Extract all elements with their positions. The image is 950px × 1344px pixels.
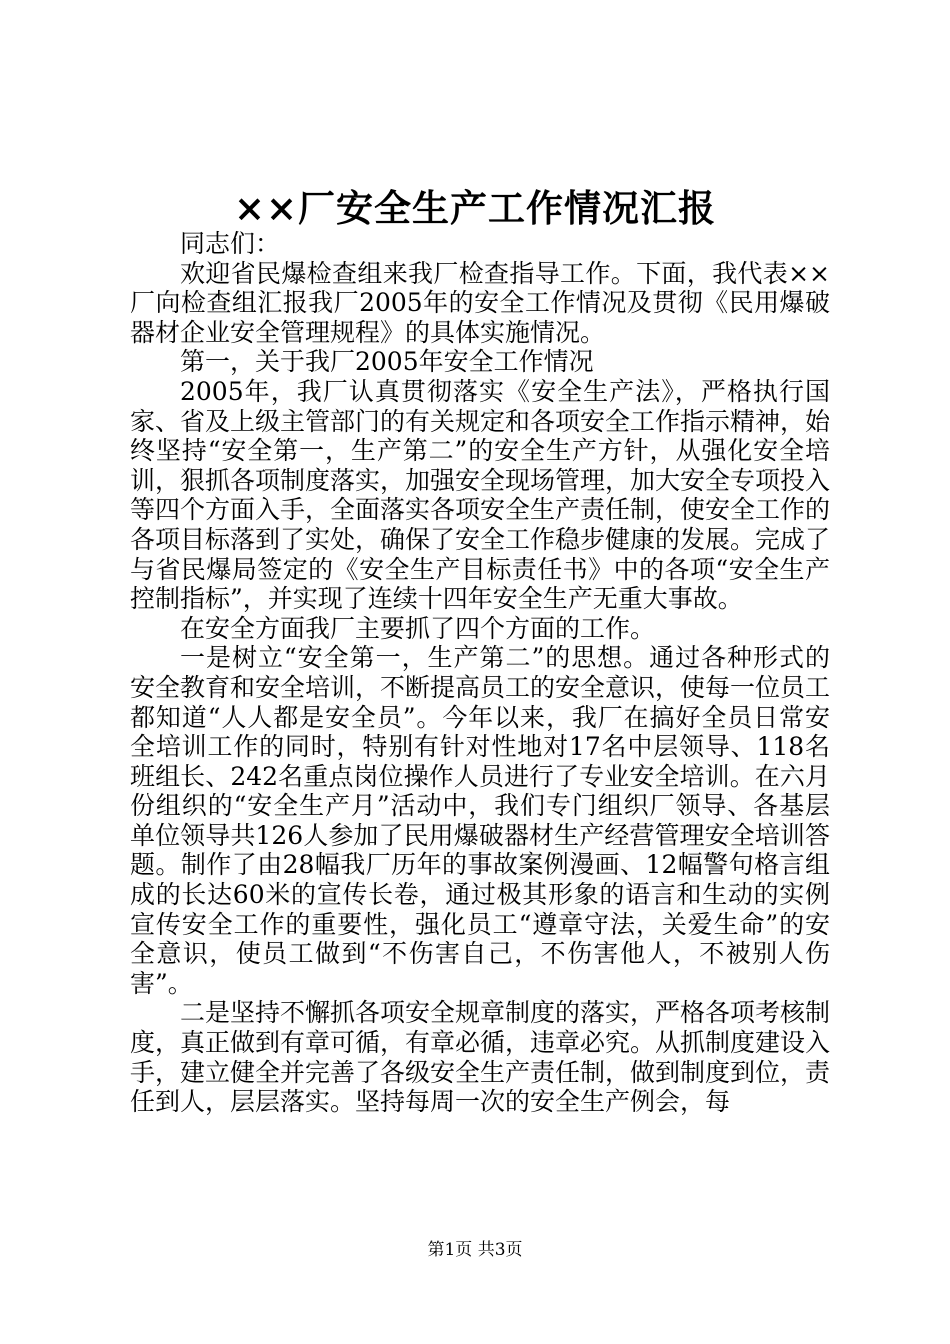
page-total: 共3页 [477,1240,523,1260]
document-body [130,229,830,1117]
paragraph-section-heading: 第一，关于我厂2005年安全工作情况 [180,347,594,377]
paragraph-welcome: 欢迎省民爆检查组来我厂检查指导工作。下面，我代表××厂向检查组汇报我厂2005年的安全工作情况及贯彻《民用爆破器材企业安全管理规程》的具体实施情况。 [130,258,830,347]
page-number: 第1页 [427,1240,473,1260]
paragraph-salutation: 同志们： [180,229,281,258]
page-footer [0,1238,950,1262]
paragraph-four-aspects: 在安全方面我厂主要抓了四个方面的工作。 [180,613,656,643]
paragraph-point-one: 一是树立“安全第一，生产第二”的思想。通过各种形式的安全教育和安全培训，不断提高员工的安全意识，使每一位员工都知道“人人都是安全员”。今年以来，我厂在搞好全员日常安全培训工作的同时，特别有针对性地对17名中层领导、118名班组长、242名重点岗位操作人员进行了专业安全培训。在六月份组织的“安全生产月”活动中，我们专门组织厂领导、各基层单位领导共126人参加了民用爆破器材生产经营管理安全培训答题。制作了由28幅我厂历年的事故案例漫画、12幅警句格言组成的长达60米的宣传长卷，通过极其形象的语言和生动的实例宣传安全工作的重要性，强化员工“遵章守法，关爱生命”的安全意识，使员工做到“不伤害自己，不伤害他人，不被别人伤害”。 [130,643,831,998]
paragraph-overview: 2005年，我厂认真贯彻落实《安全生产法》，严格执行国家、省及上级主管部门的有关规定和各项安全工作指示精神，始终坚持“安全第一，生产第二”的安全生产方针，从强化安全培训，狠抓各项制度落实，加强安全现场管理，加大安全专项投入等四个方面入手，全面落实各项安全生产责任制，使安全工作的各项目标落到了实处，确保了安全工作稳步健康的发展。完成了与省民爆局签定的《安全生产目标责任书》中的各项“安全生产控制指标”，并实现了连续十四年安全生产无重大事故。 [130,376,831,614]
paragraph-point-two: 二是坚持不懈抓各项安全规章制度的落实，严格各项考核制度，真正做到有章可循，有章必循，违章必究。从抓制度建设入手，建立健全并完善了各级安全生产责任制，做到制度到位，责任到人，层层落实。坚持每周一次的安全生产例会，每 [130,998,831,1117]
document-title: ××厂安全生产工作情况汇报 [233,186,716,230]
